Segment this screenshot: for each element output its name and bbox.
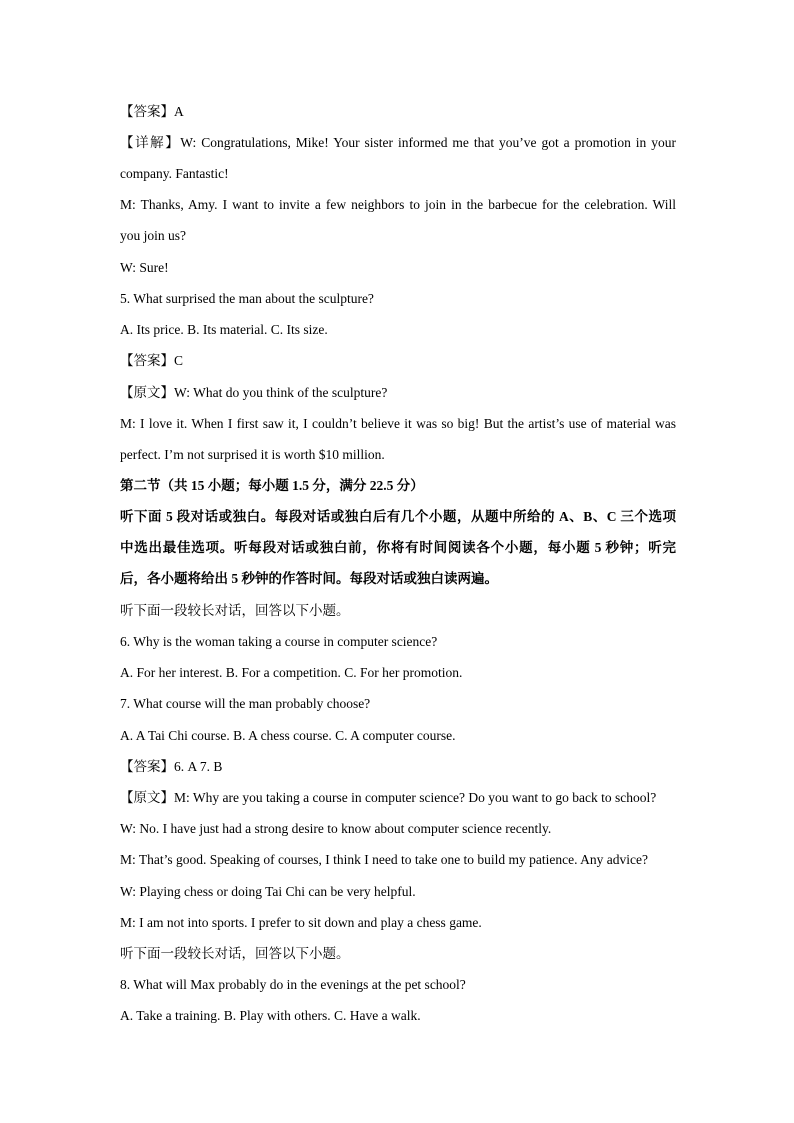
transcript-2-line-5: M: I am not into sports. I prefer to sit down and play a chess game. (120, 915, 482, 930)
instructions-line-1: 听下面 5 段对话或独白。每段对话或独白后有几个小题，从题中所给的 A、B、C 三个选项 (120, 509, 676, 524)
answer-line-3: 【答案】6. A 7. B (120, 759, 223, 774)
transcript-2-line-4: W: Playing chess or doing Tai Chi can be very helpful. (120, 884, 416, 899)
transcript-line-3: perfect. I’m not surprised it is worth $10 million. (120, 447, 385, 462)
question-7-options: A. A Tai Chi course. B. A chess course. C. A computer course. (120, 728, 456, 743)
detail-line-5: W: Sure! (120, 260, 169, 275)
detail-line-3: M: Thanks, Amy. I want to invite a few neighbors to join in the barbecue for the celebration. Will (120, 197, 676, 212)
question-8-options: A. Take a training. B. Play with others. C. Have a walk. (120, 1008, 421, 1023)
instructions-line-3: 后，各小题将给出 5 秒钟的作答时间。每段对话或独白读两遍。 (120, 571, 498, 586)
listening-prompt-2: 听下面一段较长对话，回答以下小题。 (120, 946, 350, 961)
section-heading: 第二节（共 15 小题；每小题 1.5 分，满分 22.5 分） (120, 478, 424, 493)
detail-line-1: 【详解】W: Congratulations, Mike! Your sister informed me that you’ve got a promotion in your (120, 135, 676, 150)
question-8: 8. What will Max probably do in the evenings at the pet school? (120, 977, 466, 992)
listening-prompt-1: 听下面一段较长对话，回答以下小题。 (120, 603, 350, 618)
detail-line-2: company. Fantastic! (120, 166, 229, 181)
transcript-line-2: M: I love it. When I first saw it, I couldn’t believe it was so big! But the artist’s use of material was (120, 416, 676, 431)
answer-line-2: 【答案】C (120, 353, 184, 368)
question-6-options: A. For her interest. B. For a competition. C. For her promotion. (120, 665, 463, 680)
question-5-options: A. Its price. B. Its material. C. Its size. (120, 322, 328, 337)
transcript-2-line-2: W: No. I have just had a strong desire to know about computer science recently. (120, 821, 552, 836)
answer-line-1: 【答案】A (120, 104, 184, 119)
transcript-line-1: 【原文】W: What do you think of the sculpture? (120, 385, 388, 400)
detail-line-4: you join us? (120, 228, 186, 243)
instructions-line-2: 中选出最佳选项。听每段对话或独白前，你将有时间阅读各个小题，每小题 5 秒钟；听完 (120, 540, 676, 555)
question-6: 6. Why is the woman taking a course in computer science? (120, 634, 438, 649)
question-7: 7. What course will the man probably choose? (120, 696, 371, 711)
transcript-2-line-1: 【原文】M: Why are you taking a course in computer science? Do you want to go back to school? (120, 790, 657, 805)
question-5: 5. What surprised the man about the sculpture? (120, 291, 374, 306)
transcript-2-line-3: M: That’s good. Speaking of courses, I think I need to take one to build my patience. Any advice? (120, 852, 649, 867)
